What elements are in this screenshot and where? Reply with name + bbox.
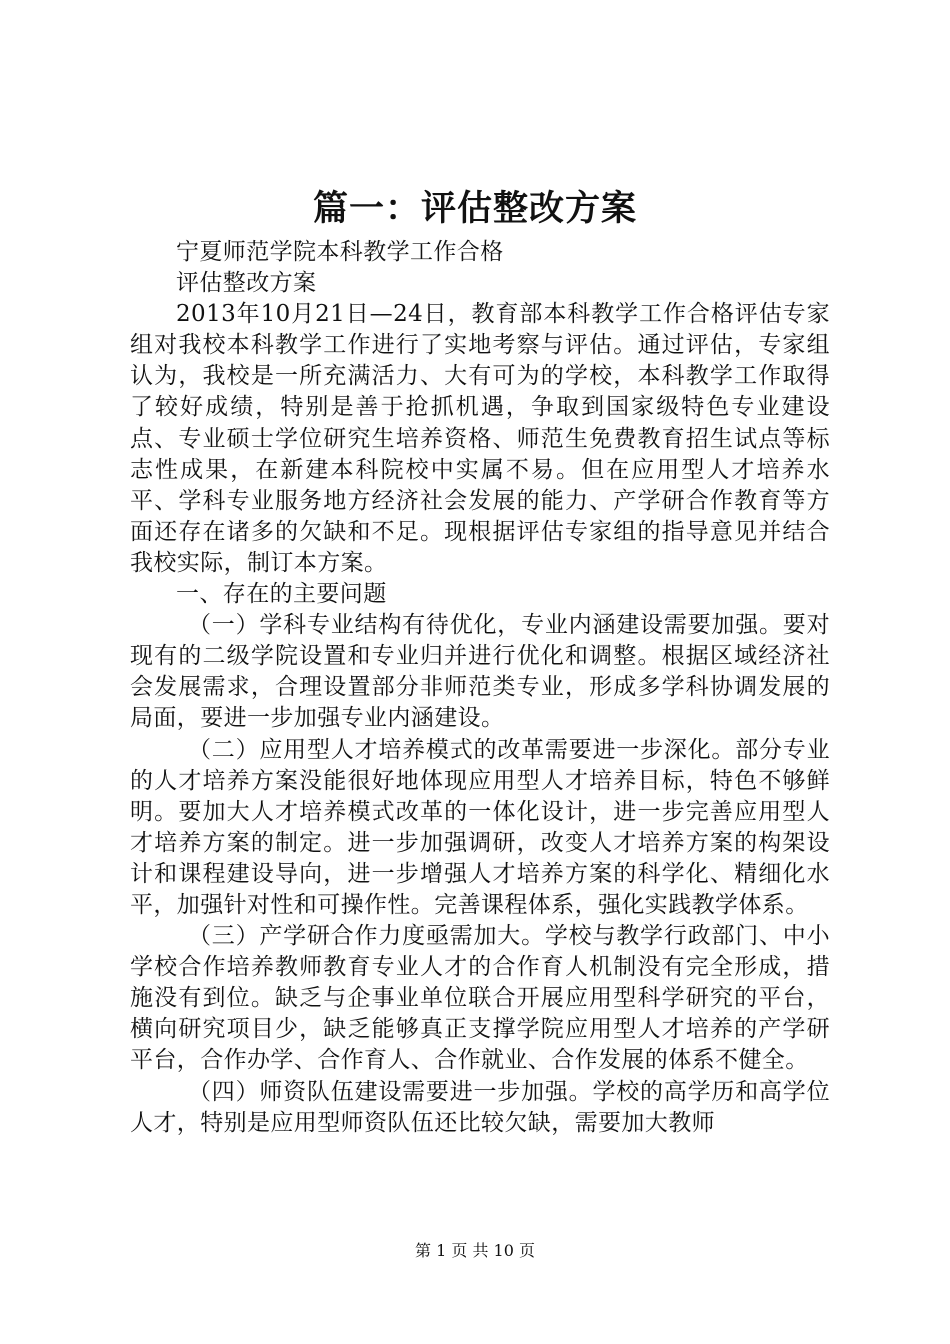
page-footer: 第 1 页 共 10 页: [415, 1241, 535, 1260]
document-title: 篇一：评估整改方案: [312, 188, 637, 229]
subtitle-line-1: 宁夏师范学院本科教学工作合格: [176, 239, 504, 265]
problem-item-3: （三）产学研合作力度亟需加大。学校与教学行政部门、中小学校合作培养教师教育专业人才的合作育人机制没有完全形成，措施没有到位。缺乏与企事业单位联合开展应用型科学研究的平台，横向研究项目少，缺乏能够真正支撑学院应用型人才培养的产学研平台，合作办学、合作育人、合作就业、合作发展的体系不健全。: [130, 923, 830, 1074]
problem-item-1: （一）学科专业结构有待优化，专业内涵建设需要加强。要对现有的二级学院设置和专业归并进行优化和调整。根据区域经济社会发展需求，合理设置部分非师范类专业，形成多学科协调发展的局面，要进一步加强专业内涵建设。: [130, 612, 830, 732]
problem-item-4: （四）师资队伍建设需要进一步加强。学校的高学历和高学位人才，特别是应用型师资队伍还比较欠缺，需要加大教师: [130, 1078, 830, 1136]
document-body: [130, 237, 830, 1139]
intro-paragraph: 2013年10月21日—24日，教育部本科教学工作合格评估专家组对我校本科教学工作进行了实地考察与评估。通过评估，专家组认为，我校是一所充满活力、大有可为的学校，本科教学工作取得了较好成绩，特别是善于抢抓机遇，争取到国家级特色专业建设点、专业硕士学位研究生培养资格、师范生免费教育招生试点等标志性成果，在新建本科院校中实属不易。但在应用型人才培养水平、学科专业服务地方经济社会发展的能力、产学研合作教育等方面还存在诸多的欠缺和不足。现根据评估专家组的指导意见并结合我校实际，制订本方案。: [130, 301, 830, 576]
subtitle-line-2: 评估整改方案: [176, 270, 317, 297]
problem-item-2: （二）应用型人才培养模式的改革需要进一步深化。部分专业的人才培养方案没能很好地体现应用型人才培养目标，特色不够鲜明。要加大人才培养模式改革的一体化设计，进一步完善应用型人才培养方案的制定。进一步加强调研，改变人才培养方案的构架设计和课程建设导向，进一步增强人才培养方案的科学化、精细化水平，加强针对性和可操作性。完善课程体系，强化实践教学体系。: [130, 736, 830, 918]
section-heading: 一、存在的主要问题: [176, 581, 387, 608]
